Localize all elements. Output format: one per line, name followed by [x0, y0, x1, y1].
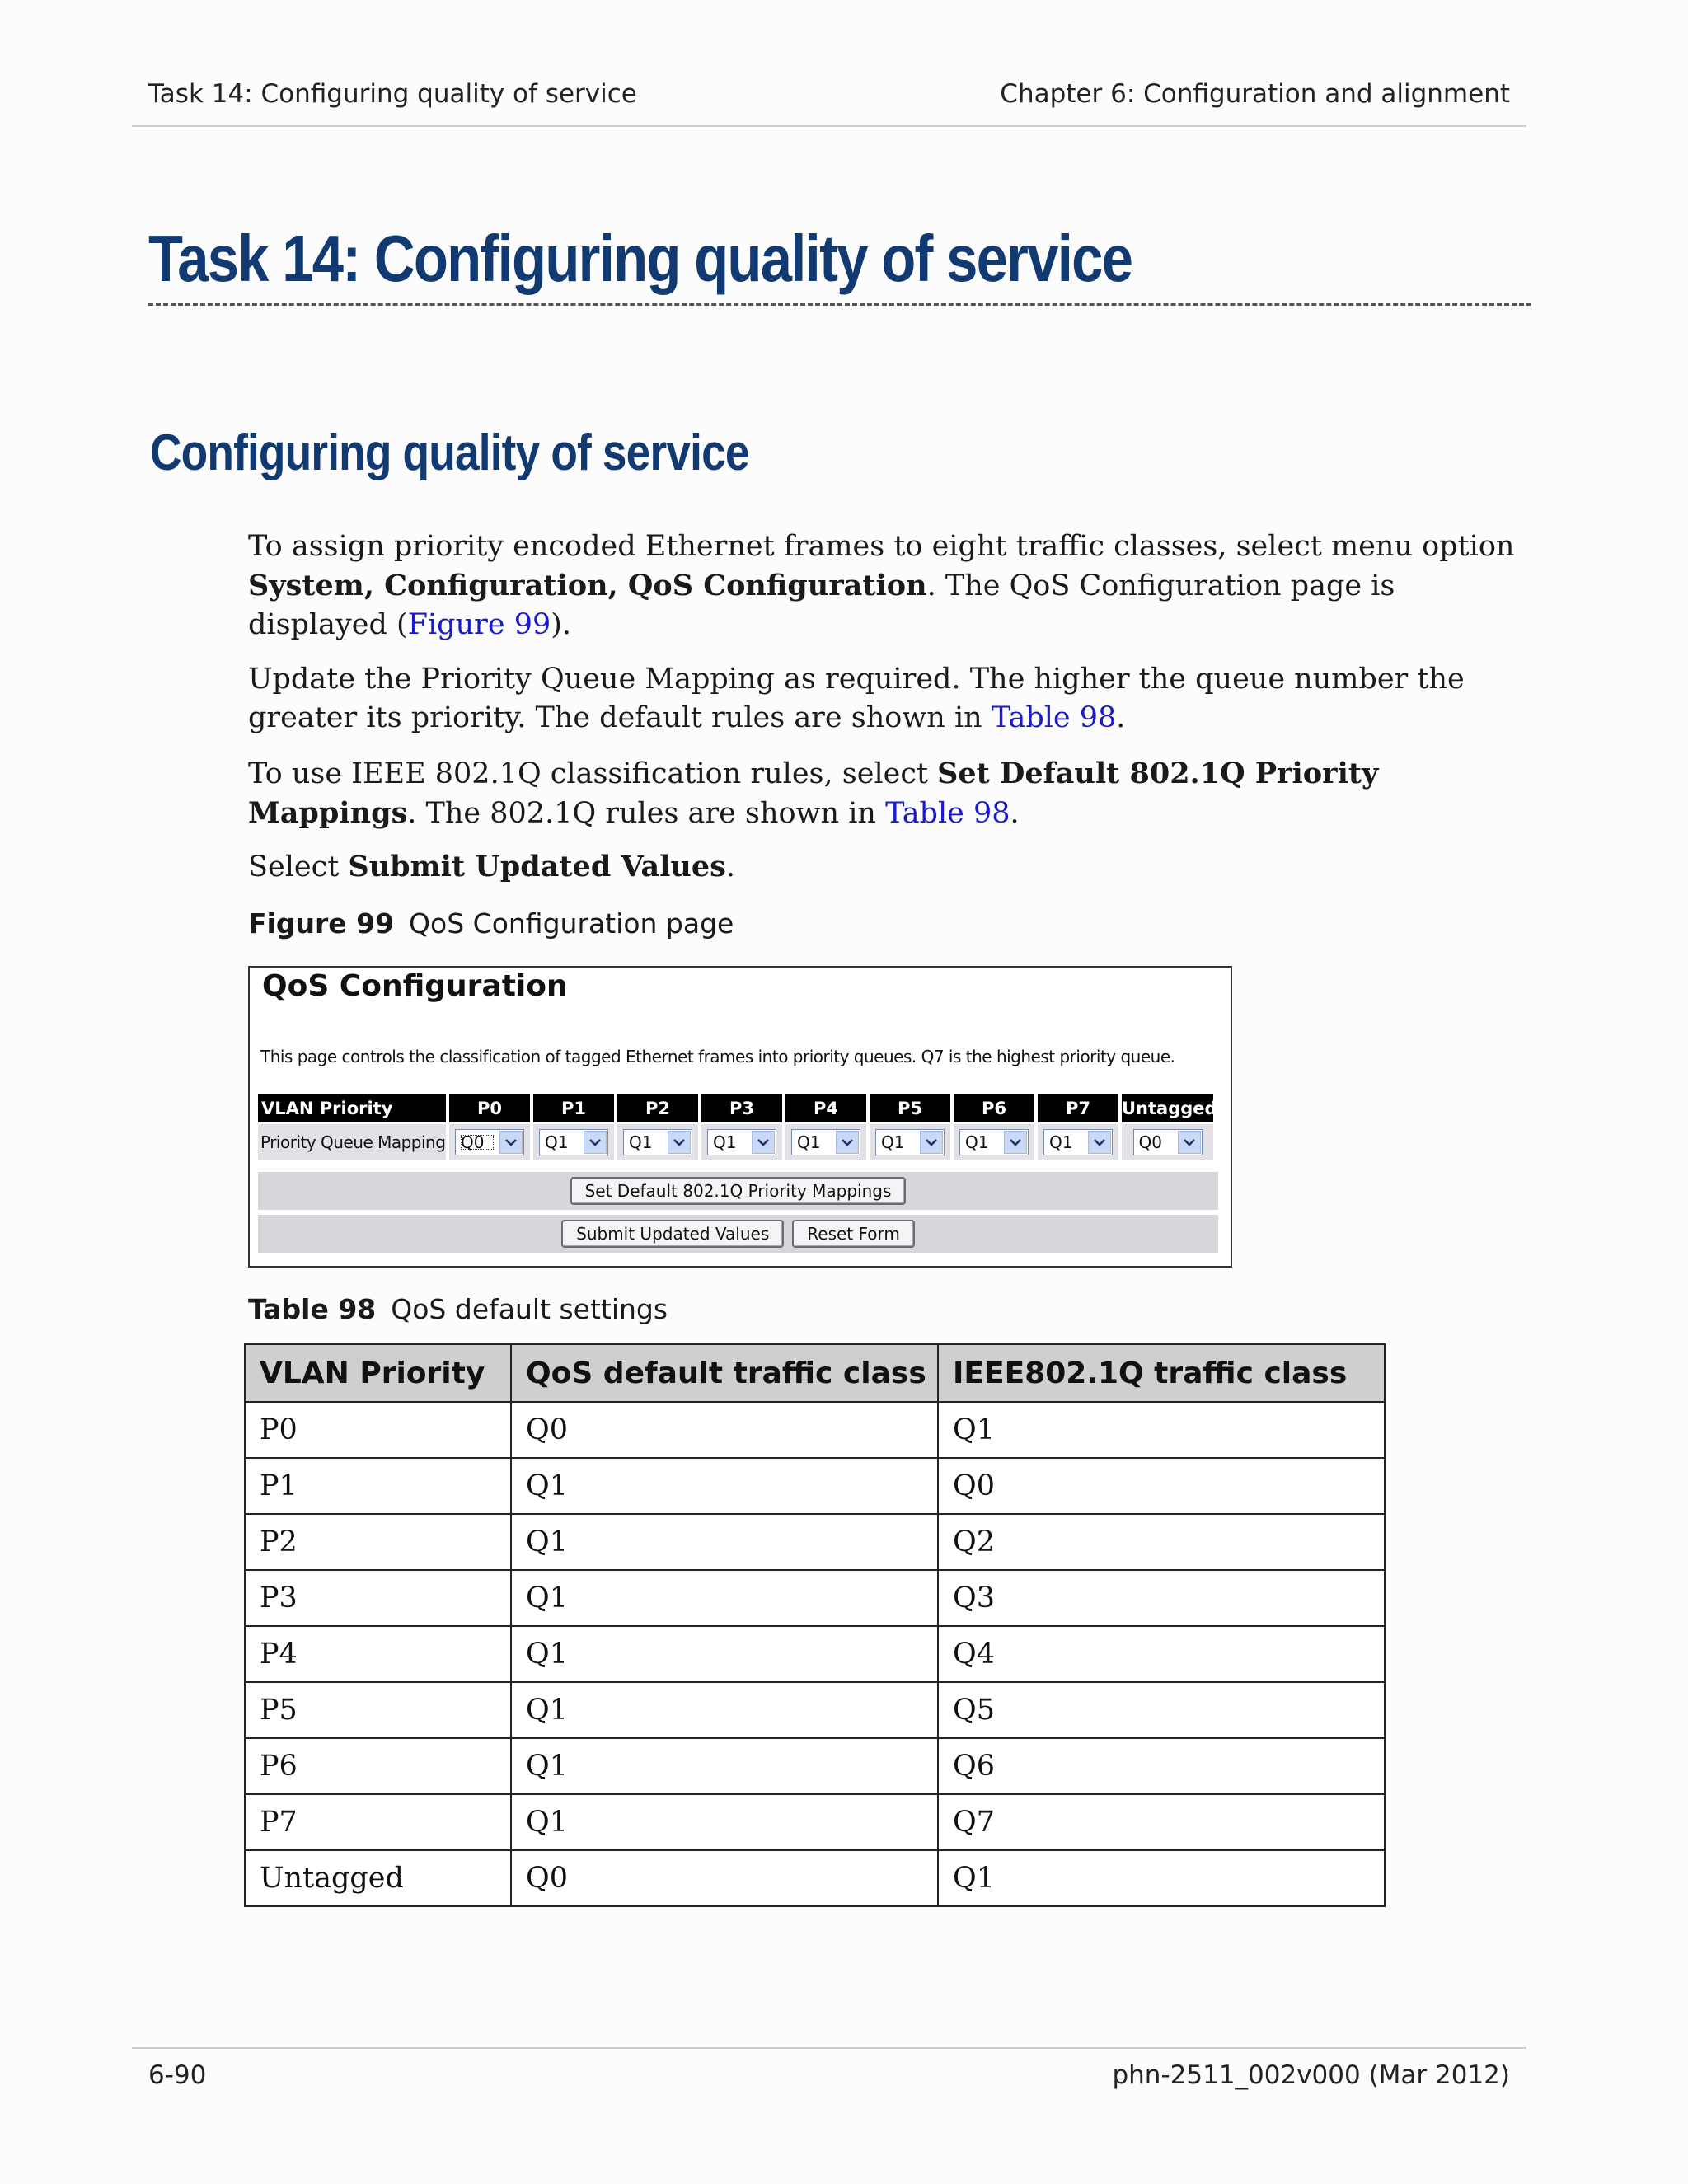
queue-select-p0[interactable]: Q0: [455, 1129, 524, 1155]
queue-select-p3[interactable]: Q1: [707, 1129, 776, 1155]
table-cell: P0: [245, 1402, 511, 1458]
queue-select-p5[interactable]: Q1: [875, 1129, 945, 1155]
qos-header-p5: P5: [870, 1094, 950, 1122]
qos-header-p3: P3: [701, 1094, 782, 1122]
table-cell: P4: [245, 1626, 511, 1682]
paragraph-4: Select Submit Updated Values.: [248, 850, 735, 883]
set-default-mappings-button[interactable]: Set Default 802.1Q Priority Mappings: [570, 1177, 907, 1205]
column-header-ieee8021q: IEEE802.1Q traffic class: [938, 1344, 1385, 1402]
running-header-left: Task 14: Configuring quality of service: [148, 79, 637, 109]
table-cell: Q1: [511, 1794, 938, 1850]
table-cell: Q0: [938, 1458, 1385, 1514]
table-cell: Q2: [938, 1514, 1385, 1570]
table-cell: Q1: [938, 1850, 1385, 1906]
table-cell: Q7: [938, 1794, 1385, 1850]
queue-select-p4[interactable]: Q1: [791, 1129, 860, 1155]
chevron-down-icon[interactable]: [920, 1131, 943, 1154]
table-cell: P1: [245, 1458, 511, 1514]
table-cell: Q1: [511, 1514, 938, 1570]
table-cell: Q6: [938, 1738, 1385, 1794]
chevron-down-icon[interactable]: [1088, 1131, 1111, 1154]
table-cell: Q1: [511, 1738, 938, 1794]
qos-header-p2: P2: [617, 1094, 698, 1122]
running-header-right: Chapter 6: Configuration and alignment: [1000, 79, 1510, 109]
chevron-down-icon[interactable]: [584, 1131, 607, 1154]
queue-select-untagged[interactable]: Q0: [1133, 1129, 1203, 1155]
table-cell: P5: [245, 1682, 511, 1738]
qos-header-vlan-priority: VLAN Priority: [258, 1094, 446, 1122]
figure-caption: Figure 99 QoS Configuration page: [248, 907, 734, 940]
qos-header-row: [258, 1094, 1217, 1122]
header-rule: [132, 125, 1526, 127]
table-cell: P7: [245, 1794, 511, 1850]
paragraph-3: To use IEEE 802.1Q classification rules, select Set Default 802.1Q Priority Mappings. The 802.1Q rules are shown in Table 98.: [248, 757, 1379, 830]
table-cell: Q1: [511, 1570, 938, 1626]
chevron-down-icon[interactable]: [499, 1131, 523, 1154]
page-number: 6-90: [148, 2060, 207, 2090]
figure-99-link[interactable]: Figure 99: [407, 608, 551, 641]
table-header-row: [245, 1344, 1385, 1402]
table-cell: Q1: [511, 1682, 938, 1738]
queue-select-p6[interactable]: Q1: [959, 1129, 1029, 1155]
table-cell: Q0: [511, 1402, 938, 1458]
table-row: [245, 1514, 1385, 1570]
document-id: phn-2511_002v000 (Mar 2012): [1112, 2060, 1510, 2090]
table-cell: P3: [245, 1570, 511, 1626]
qos-header-p1: P1: [533, 1094, 614, 1122]
chevron-down-icon[interactable]: [1178, 1131, 1201, 1154]
table-cell: Q1: [938, 1402, 1385, 1458]
queue-select-p2[interactable]: Q1: [623, 1129, 692, 1155]
submit-bar: [258, 1215, 1218, 1253]
table-row: [245, 1402, 1385, 1458]
qos-header-p4: P4: [785, 1094, 866, 1122]
table-row: [245, 1626, 1385, 1682]
table-98-link[interactable]: Table 98: [991, 701, 1117, 734]
table-cell: Q3: [938, 1570, 1385, 1626]
queue-select-p1[interactable]: Q1: [539, 1129, 608, 1155]
table-row: [245, 1850, 1385, 1906]
table-row: [245, 1794, 1385, 1850]
column-header-qos-default: QoS default traffic class: [511, 1344, 938, 1402]
table-row: [245, 1570, 1385, 1626]
table-cell: Q5: [938, 1682, 1385, 1738]
table-98-link[interactable]: Table 98: [885, 797, 1010, 830]
page-title: Task 14: Configuring quality of service: [148, 222, 1132, 295]
submit-updated-values-button[interactable]: Submit Updated Values: [561, 1220, 784, 1248]
table-cell: Q0: [511, 1850, 938, 1906]
table-cell: Q1: [511, 1626, 938, 1682]
table-cell: P6: [245, 1738, 511, 1794]
table-cell: Q4: [938, 1626, 1385, 1682]
table-row: [245, 1682, 1385, 1738]
chevron-down-icon[interactable]: [752, 1131, 775, 1154]
qos-page-description: This page controls the classification of tagged Ethernet frames into priority queues. Q7 is the highest priority queue.: [260, 1047, 1175, 1066]
qos-header-p7: P7: [1038, 1094, 1118, 1122]
chevron-down-icon[interactable]: [1004, 1131, 1027, 1154]
chevron-down-icon[interactable]: [668, 1131, 691, 1154]
table-cell: Untagged: [245, 1850, 511, 1906]
paragraph-2: Update the Priority Queue Mapping as required. The higher the queue number the greater its priority. The default rules are shown in Table 98.: [248, 663, 1465, 734]
column-header-vlan-priority: VLAN Priority: [245, 1344, 511, 1402]
title-dashed-rule: [148, 303, 1531, 306]
default-mapping-bar: [258, 1172, 1218, 1210]
chevron-down-icon[interactable]: [836, 1131, 859, 1154]
queue-select-p7[interactable]: Q1: [1043, 1129, 1113, 1155]
table-caption: Table 98 QoS default settings: [248, 1293, 668, 1325]
qos-header-p0: P0: [449, 1094, 530, 1122]
qos-page-title: QoS Configuration: [262, 969, 568, 1003]
footer-rule: [132, 2047, 1526, 2049]
paragraph-1: To assign priority encoded Ethernet frames to eight traffic classes, select menu option System, Configuration, QoS Configuration. The QoS Configuration page is displayed (Figure 99).: [248, 530, 1515, 641]
reset-form-button[interactable]: Reset Form: [792, 1220, 915, 1248]
qos-header-untagged: Untagged: [1122, 1094, 1213, 1122]
table-cell: P2: [245, 1514, 511, 1570]
priority-queue-mapping-label: Priority Queue Mapping: [258, 1124, 446, 1160]
qos-configuration-figure: [248, 966, 1232, 1268]
table-row: [245, 1738, 1385, 1794]
table-cell: Q1: [511, 1458, 938, 1514]
section-title: Configuring quality of service: [150, 424, 749, 481]
table-row: [245, 1458, 1385, 1514]
qos-mapping-row: [258, 1124, 1213, 1160]
qos-default-settings-table: [244, 1343, 1386, 1907]
qos-header-p6: P6: [954, 1094, 1034, 1122]
